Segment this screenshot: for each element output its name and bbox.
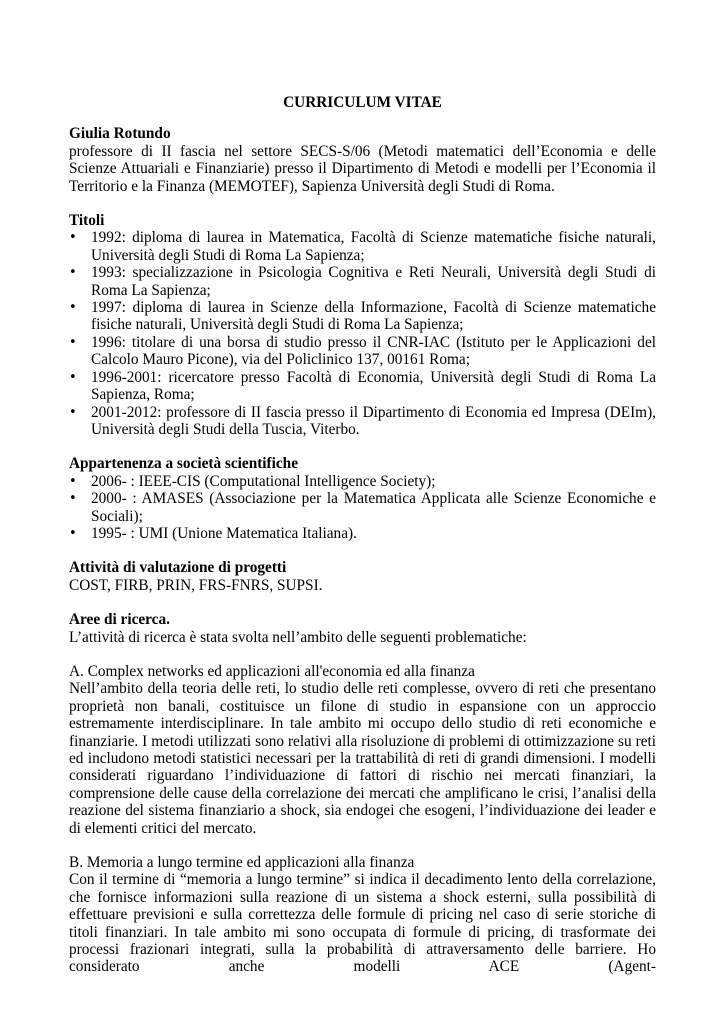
list-item-text: 2000- : AMASES (Associazione per la Matematica Applicata alle Scienze Economiche e Sociali); — [91, 490, 656, 525]
list-item — [69, 369, 656, 404]
list-item — [69, 229, 656, 264]
valutazione-section — [69, 559, 656, 594]
research-area-title: B. Memoria a lungo termine ed applicazioni alla finanza — [69, 854, 415, 872]
societa-heading: Appartenenza a società scientifiche — [69, 455, 298, 473]
list-item-text: 1995- : UMI (Unione Matematica Italiana). — [91, 524, 357, 542]
bullet-icon: • — [69, 525, 77, 541]
list-item-text: 1996: titolare di una borsa di studio presso il CNR-IAC (Istituto per le Applicazioni del Calcolo Mauro Picone), via del Policlinico 137, 00161 Roma; — [91, 333, 656, 369]
research-area-title: A. Complex networks ed applicazioni all'economia ed alla finanza — [69, 662, 475, 680]
research-area-text: Con il termine di “memoria a lungo termine” si indica il decadimento lento della correlazione, che fornisce informazioni sulla reazione di un sistema a shock esterni, sulla possibilità di effettuare previsioni e sulla correttezza delle formule di pricing nel caso di serie storiche di titoli finanziari. In tale ambito mi sono occupata di formule di pricing, di trasformate dei processi frazionari integrati, sulla la probabilità di attraversamento delle barriere. Ho considerato anche modelli ACE (Agent- — [69, 871, 656, 976]
bullet-icon: • — [69, 404, 77, 420]
bullet-icon: • — [69, 230, 77, 246]
document-page — [69, 94, 656, 976]
bullet-icon: • — [69, 491, 77, 507]
bullet-icon: • — [69, 265, 77, 281]
person-description: professore di II fascia nel settore SECS-S/06 (Metodi matematici dell’Economia e delle Scienze Attuariali e Finanziarie) presso il Dipartimento di Metodi e modelli per l’Economia il Territorio e la Finanza (MEMOTEF), Sapienza Università degli Studi di Roma. — [69, 142, 656, 195]
document-title: CURRICULUM VITAE — [283, 94, 442, 111]
titoli-heading: Titoli — [69, 212, 105, 230]
list-item — [69, 299, 656, 334]
titoli-list — [69, 229, 656, 438]
list-item-text: 1993: specializzazione in Psicologia Cognitiva e Reti Neurali, Università degli Studi di Roma La Sapienza; — [91, 264, 656, 299]
list-item — [69, 334, 656, 369]
list-item-text: 1996-2001: ricercatore presso Facoltà di Economia, Università degli Studi di Roma La Sapienza, Roma; — [91, 368, 656, 404]
valutazione-heading: Attività di valutazione di progetti — [69, 559, 287, 577]
research-area-b — [69, 854, 656, 976]
societa-section — [69, 455, 656, 542]
bullet-icon: • — [69, 369, 77, 385]
person-name: Giulia Rotundo — [69, 125, 171, 143]
list-item — [69, 404, 656, 439]
list-item-text: 2006- : IEEE-CIS (Computational Intelligence Society); — [91, 472, 436, 490]
list-item-text: 2001-2012: professore di II fascia presso il Dipartimento di Economia ed Impresa (DEIm), Università degli Studi della Tuscia, Viterbo. — [91, 403, 656, 438]
list-item — [69, 473, 656, 490]
list-item — [69, 525, 656, 542]
list-item-text: 1997: diploma di laurea in Scienze della Informazione, Facoltà di Scienze matematiche fisiche naturali, Università degli Studi di Roma La Sapienza; — [91, 299, 656, 334]
bullet-icon: • — [69, 300, 77, 316]
research-area-text: Nell’ambito della teoria delle reti, lo studio delle reti complesse, ovvero di reti che presentano proprietà non banali, costituisce un filone di studio in espansione con un approccio estremamente interdisciplinare. In tale ambito mi occupo dello studio di reti economiche e finanziarie. I metodi utilizzati sono relativi alla risoluzione di problemi di ottimizzazione su reti ed includono metodi statistici necessari per la trattabilità di reti di grandi dimensioni. I modelli considerati riguardano l’individuazione di fattori di rischio nei mercati finanziari, la comprensione delle cause della correlazione dei mercati che amplificano le crisi, l’analisi della reazione del sistema finanziario a shock, sia endogei che esogeni, l’individuazione dei leader e di elementi critici del mercato. — [69, 680, 656, 837]
societa-list — [69, 473, 656, 543]
list-item — [69, 264, 656, 299]
ricerca-heading: Aree di ricerca. — [69, 611, 170, 629]
research-area-a — [69, 663, 656, 837]
titoli-section — [69, 212, 656, 438]
bullet-icon: • — [69, 473, 77, 489]
bullet-icon: • — [69, 334, 77, 350]
person-section — [69, 125, 656, 195]
list-item-text: 1992: diploma di laurea in Matematica, Facoltà di Scienze matematiche fisiche naturali, Università degli Studi di Roma La Sapienza; — [91, 229, 656, 264]
ricerca-intro: L’attività di ricerca è stata svolta nell’ambito delle seguenti problematiche: — [69, 628, 527, 646]
valutazione-text: COST, FIRB, PRIN, FRS-FNRS, SUPSI. — [69, 576, 323, 594]
list-item — [69, 490, 656, 525]
ricerca-section — [69, 611, 656, 976]
